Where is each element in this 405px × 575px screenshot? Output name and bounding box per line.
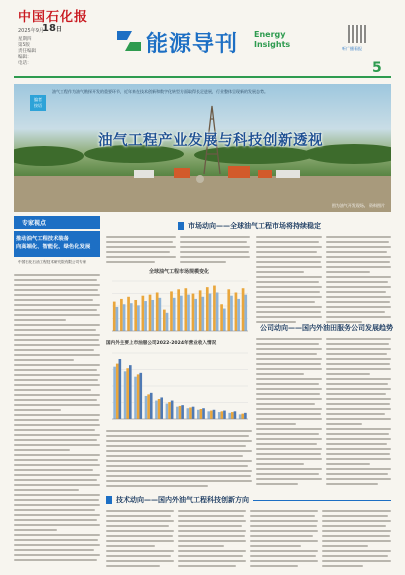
chart-bar xyxy=(210,411,213,419)
paper-name: 中国石化报 xyxy=(18,10,89,25)
chart-oilfield-revenue-plot xyxy=(106,349,252,425)
chart-bar xyxy=(179,406,182,419)
info-line: 第5版 xyxy=(18,43,30,48)
chart-bar xyxy=(221,411,224,419)
article-text-tech-col1 xyxy=(106,510,174,568)
chart-bar xyxy=(244,413,247,419)
chart-bar xyxy=(230,296,233,331)
chart-bar xyxy=(129,365,132,419)
chart-bar xyxy=(176,407,179,419)
chart-bar xyxy=(213,286,216,331)
photo-caption: 图为油气开发现场。 资料图片 xyxy=(331,203,385,208)
chart-bar xyxy=(145,396,148,419)
chart-bar xyxy=(113,302,116,331)
chart-bar xyxy=(147,394,150,419)
chart-bar xyxy=(213,410,216,419)
chart-bar xyxy=(209,294,212,331)
chart-bar xyxy=(180,296,183,331)
editor-note-badge xyxy=(30,95,46,111)
ad-text: 听广播看报 xyxy=(342,46,362,51)
section-title-cn: 能源导刊 xyxy=(146,32,239,57)
article-text-col3 xyxy=(256,236,322,326)
chart-market-size xyxy=(106,268,252,338)
info-line: 电话： xyxy=(18,61,32,66)
info-line: 编辑： xyxy=(18,55,32,60)
chart-bar xyxy=(119,359,122,419)
chart-bar xyxy=(120,299,123,331)
chart-bar xyxy=(127,297,130,331)
section-title: 公司动向——国内外油田服务公司发展趋势 xyxy=(260,323,393,332)
chart-bar xyxy=(206,287,209,331)
chart-bar xyxy=(199,290,202,331)
chart-bar xyxy=(137,374,140,419)
article-text-col2 xyxy=(180,236,250,264)
chart-bar xyxy=(156,292,159,331)
article-text-tech-col3 xyxy=(250,510,318,568)
expert-tag xyxy=(14,216,100,229)
date-line: 2025年9月 xyxy=(18,28,44,34)
left-column xyxy=(14,216,100,566)
chart-bar xyxy=(137,305,140,331)
chart-bar xyxy=(239,414,242,419)
masthead-info xyxy=(18,37,108,67)
chart-bar xyxy=(187,408,190,419)
chart-bar xyxy=(197,410,200,419)
expert-title xyxy=(14,231,100,257)
chart-bar xyxy=(130,303,133,331)
chart-bar xyxy=(187,295,190,331)
chart-bar xyxy=(228,413,231,419)
chart-bar xyxy=(231,412,234,419)
section-title-en-line: Energy xyxy=(254,30,286,39)
expert-title-line: 推动油气工程技术装备 xyxy=(16,236,69,242)
chart-bar xyxy=(237,299,240,331)
chart-bar xyxy=(227,289,230,331)
section-rule xyxy=(253,500,391,501)
editor-note-text: 油气工程作为油气勘探开发的重要环节，近年来在技术创新和数字化转型方面取得长足进展，行业整体呈现新的发展态势。 xyxy=(52,89,268,94)
chart-bar xyxy=(220,304,223,331)
chart-bar xyxy=(116,307,119,331)
article-text-tech-col4 xyxy=(322,510,391,568)
chart-bar xyxy=(126,368,129,419)
chart-market-size-plot xyxy=(106,277,252,337)
chart-bar xyxy=(134,300,137,331)
chart-title: 全球油气工程市场规模变化 xyxy=(148,269,209,275)
badge-line: 编者 xyxy=(34,97,42,102)
chart-bar xyxy=(181,405,184,419)
hero-photo xyxy=(14,84,391,212)
masthead xyxy=(0,0,405,78)
badge-line: 按语 xyxy=(34,103,42,108)
issue-day-suffix: 日 xyxy=(55,26,62,33)
chart-bar xyxy=(160,397,163,419)
article-text-col1 xyxy=(106,236,176,264)
masthead-rule xyxy=(14,76,391,78)
chart-bar xyxy=(173,298,176,331)
chart-bar xyxy=(223,309,226,331)
section-marker xyxy=(106,496,112,504)
chart-bar xyxy=(177,289,180,331)
issue-day xyxy=(42,23,62,34)
headline: 油气工程产业发展与科技创新透视 xyxy=(98,132,323,149)
chart-bar xyxy=(216,292,219,331)
chart-bar xyxy=(155,401,158,419)
chart-oilfield-revenue xyxy=(106,340,252,426)
chart-bar xyxy=(234,411,237,419)
expert-title-line: 向高端化、智能化、绿色化发展 xyxy=(16,244,91,250)
chart-title: 国内外主要上市油服公司2022-2024年营业收入情况 xyxy=(106,341,217,346)
chart-bar xyxy=(207,411,210,419)
section-header-tech xyxy=(106,494,391,506)
chart-bar xyxy=(159,298,162,331)
qr-code xyxy=(348,25,366,43)
chart-bar xyxy=(134,377,137,419)
expert-tag-label: 专家视点 xyxy=(22,220,47,227)
article-text-col6 xyxy=(326,338,391,488)
energy-logo-icon xyxy=(114,28,144,54)
chart-bar xyxy=(189,407,192,419)
article-text-col7 xyxy=(106,430,252,488)
section-header-market xyxy=(178,220,391,232)
chart-bar xyxy=(241,414,244,419)
chart-bar xyxy=(142,296,145,331)
info-line: 星期四 xyxy=(18,37,32,42)
chart-bar xyxy=(218,412,221,419)
section-title-en xyxy=(254,30,290,50)
chart-bar xyxy=(149,295,152,331)
chart-bar xyxy=(170,291,173,331)
article-text-col5 xyxy=(256,338,322,488)
chart-bar xyxy=(168,402,171,419)
chart-bar xyxy=(201,297,204,331)
page-number: 5 xyxy=(372,60,382,76)
chart-bar xyxy=(192,407,195,419)
chart-bar xyxy=(113,367,116,419)
left-column-text xyxy=(14,274,100,564)
section-title-en-line: Insights xyxy=(254,40,291,49)
chart-bar xyxy=(166,404,169,419)
section-title: 技术动向——国内外油气工程科技创新方向 xyxy=(116,495,249,504)
chart-bar xyxy=(235,292,238,331)
article-text-tech-col2 xyxy=(178,510,246,568)
chart-bar xyxy=(139,373,142,419)
issue-day-number: 18 xyxy=(42,23,56,34)
expert-author: 中国石化石油工程技术研究院有限公司专家 xyxy=(18,260,87,264)
chart-bar xyxy=(194,299,197,331)
chart-bar xyxy=(116,364,119,419)
chart-bar xyxy=(144,301,147,331)
chart-bar xyxy=(244,295,247,331)
chart-bar xyxy=(124,371,127,419)
chart-bar xyxy=(200,409,203,419)
chart-bar xyxy=(223,411,226,419)
chart-bar xyxy=(123,304,126,331)
chart-bar xyxy=(151,300,154,331)
info-line: 责任编辑 xyxy=(18,49,36,54)
chart-bar xyxy=(166,313,169,331)
section-marker xyxy=(178,222,184,230)
chart-bar xyxy=(202,408,205,419)
chart-bar xyxy=(158,399,161,419)
chart-bar xyxy=(192,294,195,331)
chart-bar xyxy=(150,393,153,419)
section-title: 市场动向——全球油气工程市场将持续稳定 xyxy=(188,221,321,230)
article-text-col4 xyxy=(326,236,391,326)
chart-bar xyxy=(171,401,174,419)
chart-bar xyxy=(242,288,245,331)
section-header-company xyxy=(256,322,391,334)
chart-bar xyxy=(184,288,187,331)
chart-bar xyxy=(163,310,166,331)
